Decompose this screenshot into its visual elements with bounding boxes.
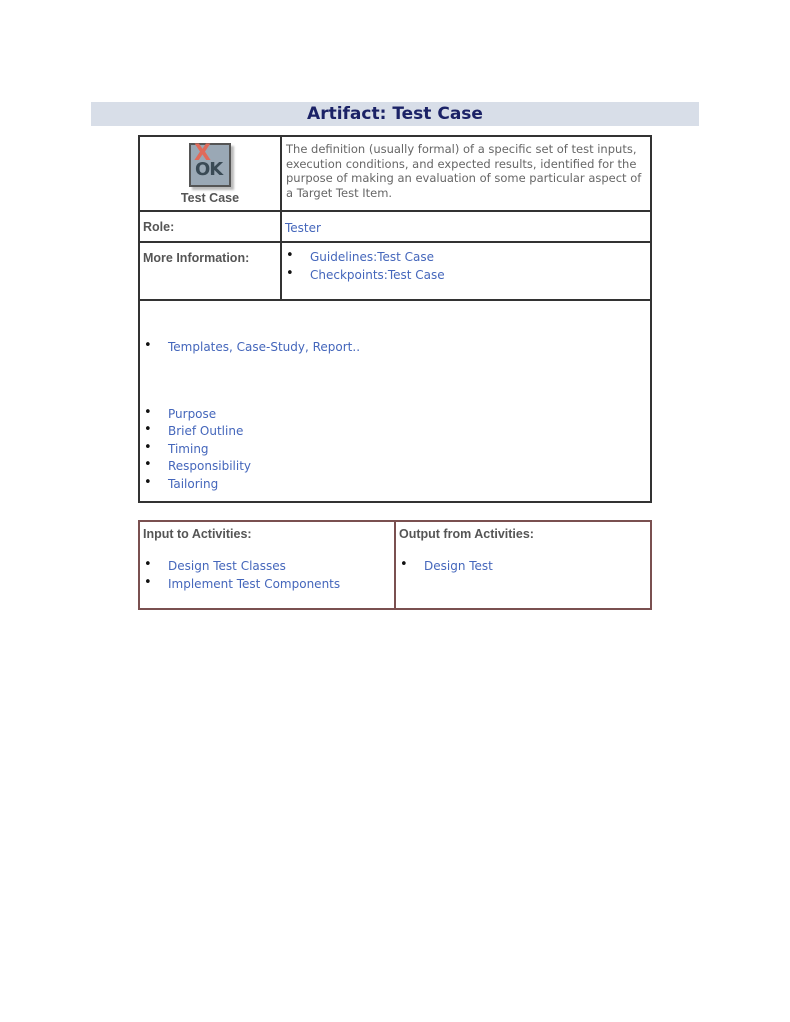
more-info-links-cell	[281, 242, 651, 300]
responsibility-link[interactable]: Responsibility	[168, 459, 252, 473]
input-activities-label: Input to Activities:	[143, 527, 252, 541]
role-value-cell	[281, 211, 651, 242]
icon-cell	[139, 136, 281, 211]
templates-link[interactable]: Templates, Case-Study, Report..	[168, 340, 361, 354]
artifact-description: The definition (usually formal) of a specific set of test inputs, execution conditions, and expected results, identified for the purpose of making an evaluation of some particular aspect of a Target Test Item.	[286, 142, 642, 200]
input-activities-cell	[139, 521, 395, 609]
test-case-icon: X OK	[189, 143, 231, 187]
purpose-link[interactable]: Purpose	[168, 406, 217, 421]
title-bar	[91, 102, 699, 126]
output-activities-label: Output from Activities:	[399, 527, 534, 541]
icon-label: Test Case	[180, 191, 240, 205]
role-label: Role:	[143, 220, 175, 234]
activities-table	[138, 520, 652, 610]
checkpoints-link[interactable]: Checkpoints:Test Case	[310, 267, 445, 282]
more-info-label-cell	[139, 242, 281, 300]
artifact-table	[138, 135, 652, 503]
role-link[interactable]: Tester	[285, 221, 321, 235]
guidelines-link[interactable]: Guidelines:Test Case	[310, 250, 435, 264]
design-test-classes-link[interactable]: Design Test Classes	[168, 559, 286, 573]
timing-link[interactable]: Timing	[168, 441, 209, 456]
implement-test-components-link[interactable]: Implement Test Components	[168, 576, 341, 591]
role-label-cell	[139, 211, 281, 242]
tailoring-link[interactable]: Tailoring	[168, 476, 219, 491]
page-title: Artifact: Test Case	[307, 104, 483, 124]
brief-outline-link[interactable]: Brief Outline	[168, 424, 244, 438]
resources-cell	[139, 300, 651, 502]
more-info-label: More Information:	[143, 251, 250, 265]
description-cell	[281, 136, 651, 211]
design-test-link[interactable]: Design Test	[424, 559, 493, 573]
output-activities-cell	[395, 521, 651, 609]
